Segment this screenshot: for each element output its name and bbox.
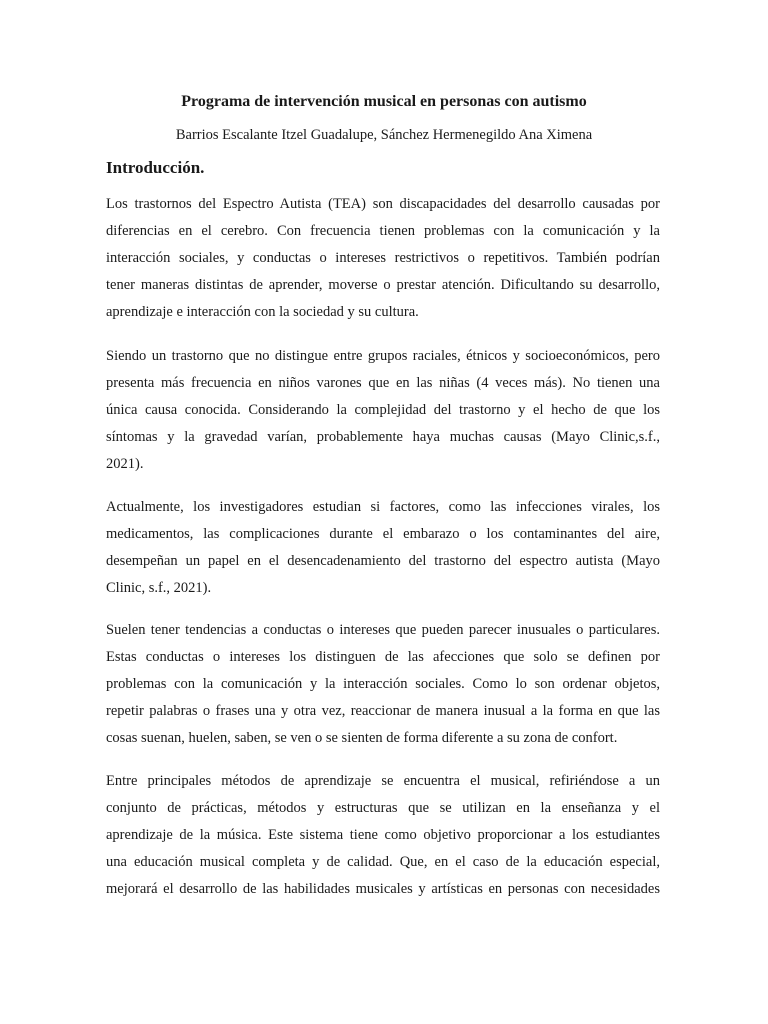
paragraph-line: única causa conocida. Considerando la complejidad del trastorno y el hecho de que los xyxy=(106,402,660,418)
paragraph-line: tener maneras distintas de aprender, moverse o prestar atención. Dificultando su desarrollo, xyxy=(106,277,660,293)
paragraph-line: Actualmente, los investigadores estudian si factores, como las infecciones virales, los xyxy=(106,499,660,515)
paragraph-line: Estas conductas o intereses los distinguen de las afecciones que solo se definen por xyxy=(106,649,660,665)
paragraph-line: repetir palabras o frases una y otra vez, reaccionar de manera inusual a la forma en que las xyxy=(106,703,660,719)
paragraph-4 xyxy=(106,620,660,755)
paragraph-line: mejorará el desarrollo de las habilidades musicales y artísticas en personas con necesidades xyxy=(106,881,660,897)
paragraph-line: conjunto de prácticas, métodos y estructuras que se utilizan en la enseñanza y el xyxy=(106,800,660,816)
paragraph-line: síntomas y la gravedad varían, probablemente haya muchas causas (Mayo Clinic,s.f., xyxy=(106,429,660,445)
paragraph-line: Suelen tener tendencias a conductas o intereses que pueden parecer inusuales o particulares. xyxy=(106,622,660,638)
paragraph-line: Clinic, s.f., 2021). xyxy=(106,580,212,596)
paragraph-3 xyxy=(106,497,660,605)
document-authors: Barrios Escalante Itzel Guadalupe, Sánchez Hermenegildo Ana Ximena xyxy=(175,127,593,143)
paragraph-line: aprendizaje de la música. Este sistema tiene como objetivo proporcionar a los estudiantes xyxy=(106,827,660,843)
paragraph-1 xyxy=(106,194,660,329)
paragraph-line: medicamentos, las complicaciones durante el embarazo o los contaminantes del aire, xyxy=(106,526,660,542)
paragraph-line: Entre principales métodos de aprendizaje se encuentra el musical, refiriéndose a un xyxy=(106,773,660,789)
paragraph-line: cosas suenan, huelen, saben, se ven o se sienten de forma diferente a su zona de confort. xyxy=(106,730,618,746)
paragraph-line: 2021). xyxy=(106,456,144,472)
paragraph-line: problemas con la comunicación y la interacción sociales. Como lo son ordenar objetos, xyxy=(106,676,660,692)
section-heading-introduccion: Introducción. xyxy=(106,158,205,177)
paragraph-5 xyxy=(106,771,660,906)
paragraph-line: Los trastornos del Espectro Autista (TEA) son discapacidades del desarrollo causadas por xyxy=(106,196,660,212)
paragraph-line: diferencias en el cerebro. Con frecuencia tienen problemas con la comunicación y la xyxy=(106,223,660,239)
paragraph-2 xyxy=(106,346,660,481)
paragraph-line: una educación musical completa y de calidad. Que, en el caso de la educación especial, xyxy=(106,854,660,870)
paragraph-line: aprendizaje e interacción con la sociedad y su cultura. xyxy=(106,304,419,320)
paragraph-line: desempeñan un papel en el desencadenamiento del trastorno del espectro autista (Mayo xyxy=(106,553,660,569)
paragraph-line: presenta más frecuencia en niños varones que en las niñas (4 veces más). No tienen una xyxy=(106,375,660,391)
paragraph-line: interacción sociales, y conductas o intereses restrictivos o repetitivos. También podrían xyxy=(106,250,660,266)
document-title: Programa de intervención musical en personas con autismo xyxy=(181,93,587,110)
paragraph-line: Siendo un trastorno que no distingue entre grupos raciales, étnicos y socioeconómicos, pero xyxy=(106,348,660,364)
